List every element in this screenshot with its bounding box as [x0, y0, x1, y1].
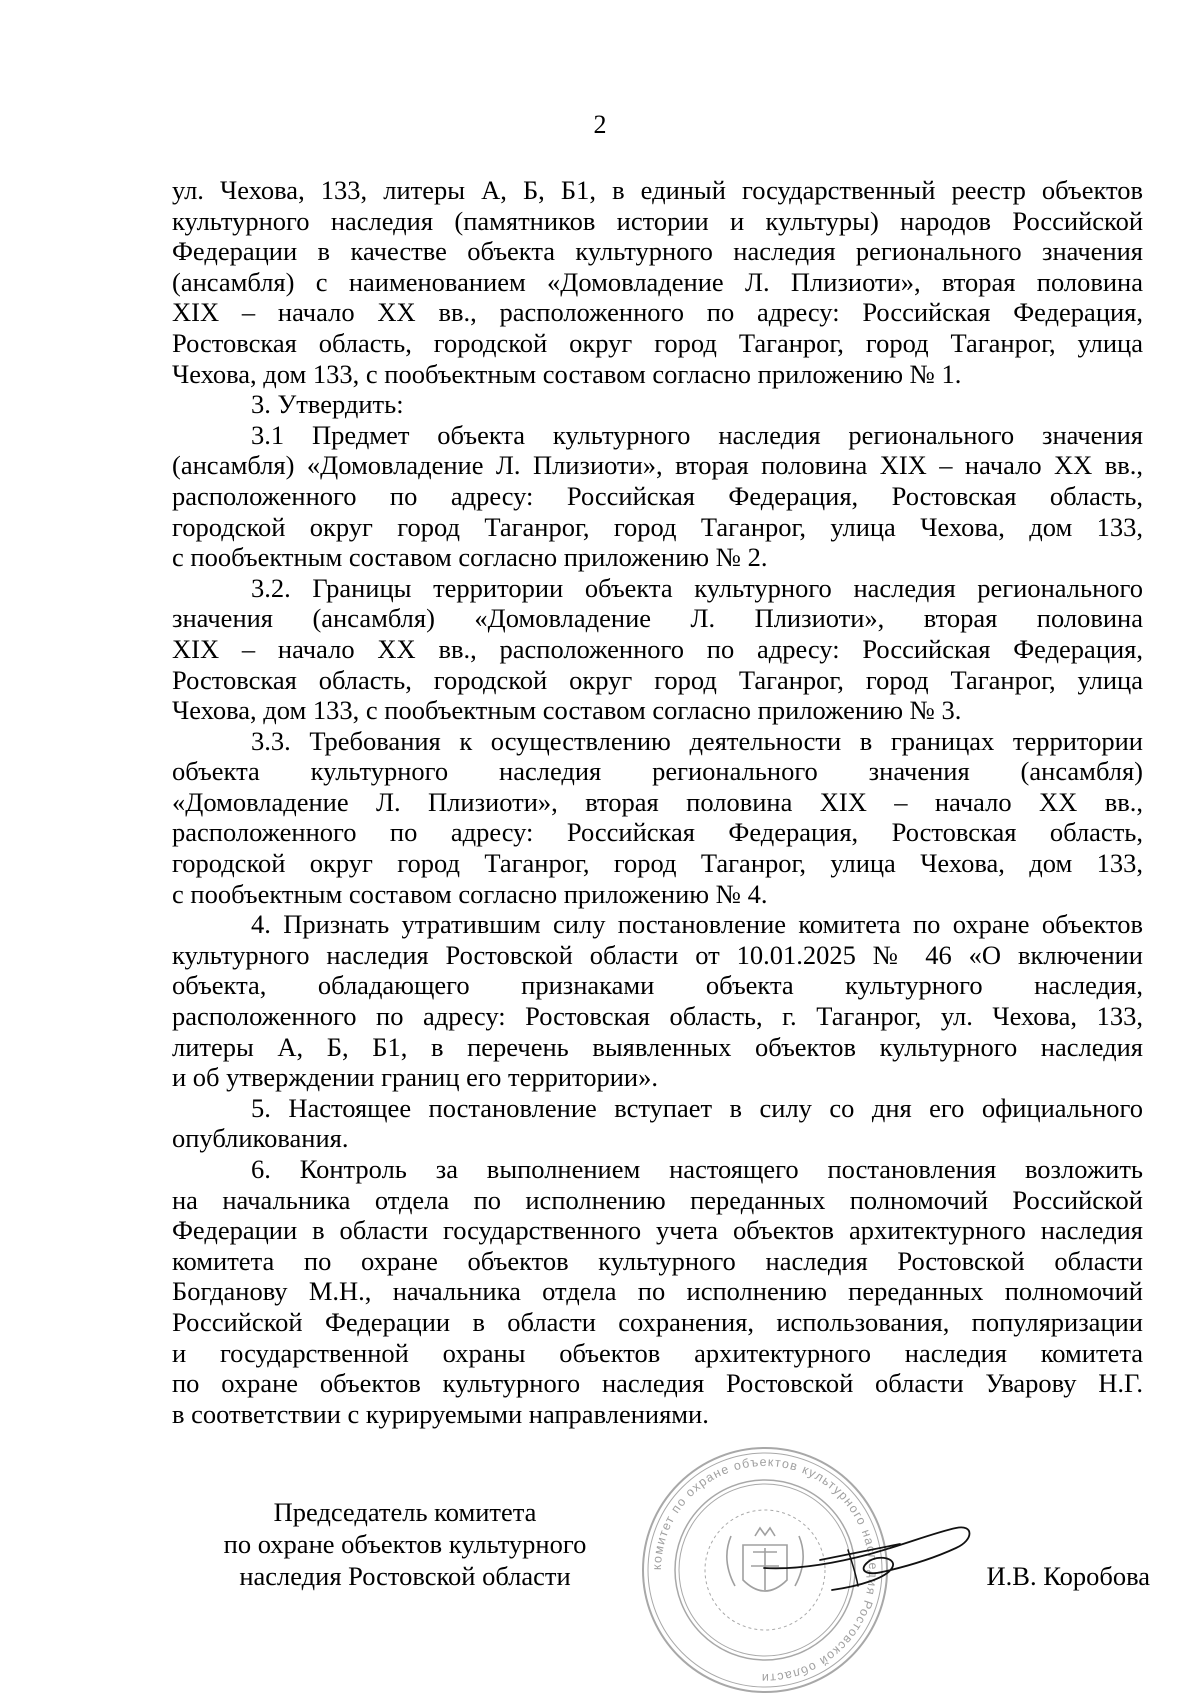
text-line: 3.3. Требования к осуществлению деятельности в границах территории	[251, 725, 1143, 756]
text-line: 6. Контроль за выполнением настоящего постановления возложить	[251, 1154, 1143, 1184]
text-line: и об утверждении границ его территории».	[172, 1062, 658, 1093]
text-line: ул. Чехова, 133, литеры А, Б, Б1, в единый государственный реестр объектов	[172, 175, 1143, 205]
text-line: комитета по охране объектов культурного наследия Ростовской области	[172, 1245, 1143, 1276]
text-line: по охране объектов культурного наследия Ростовской области Уварову Н.Г.	[172, 1368, 1143, 1399]
text-line: (ансамбля) с наименованием «Домовладение Л. Плизиоти», вторая половина	[172, 266, 1143, 297]
text-line: XIX – начало XX вв., расположенного по адресу: Российская Федерация,	[172, 297, 1143, 328]
signatory-title-line: наследия Ростовской области	[239, 1561, 571, 1591]
text-line: (ансамбля) «Домовладение Л. Плизиоти», вторая половина XIX – начало XX вв.,	[172, 450, 1143, 481]
text-line: городской округ город Таганрог, город Таганрог, улица Чехова, дом 133,	[172, 511, 1143, 542]
text-line: в соответствии с курируемыми направлениями.	[172, 1398, 709, 1429]
text-line: объекта, обладающего признаками объекта культурного наследия,	[172, 970, 1143, 1001]
text-line: с пообъектным составом согласно приложению № 2.	[172, 542, 768, 573]
text-line: литеры А, Б, Б1, в перечень выявленных объектов культурного наследия	[172, 1031, 1143, 1062]
text-line: культурного наследия (памятников истории и культуры) народов Российской	[172, 205, 1143, 236]
text-line: и государственной охраны объектов архитектурного наследия комитета	[172, 1337, 1143, 1368]
signatory-title-line: Председатель комитета	[273, 1497, 537, 1527]
text-line: Российской Федерации в области сохранения, использования, популяризации	[172, 1306, 1143, 1337]
text-line: Чехова, дом 133, с пообъектным составом согласно приложению № 3.	[172, 695, 962, 726]
signatory-title-line: по охране объектов культурного	[223, 1529, 587, 1559]
text-line: Ростовская область, городской округ город Таганрог, город Таганрог, улица	[172, 327, 1143, 358]
text-line: расположенного по адресу: Ростовская область, г. Таганрог, ул. Чехова, 133,	[172, 1001, 1143, 1032]
text-line: Чехова, дом 133, с пообъектным составом согласно приложению № 1.	[172, 358, 962, 389]
text-line: культурного наследия Ростовской области от 10.01.2025 № 46 «О включении	[172, 939, 1143, 970]
text-line: XIX – начало XX вв., расположенного по адресу: Российская Федерация,	[172, 633, 1143, 664]
text-line: городской округ город Таганрог, город Таганрог, улица Чехова, дом 133,	[172, 848, 1143, 879]
text-line: Богданову М.Н., начальника отдела по исполнению переданных полномочий	[172, 1276, 1143, 1307]
text-line: 3.1 Предмет объекта культурного наследия регионального значения	[251, 419, 1143, 450]
page-number: 2	[593, 110, 607, 139]
text-line: Федерации в качестве объекта культурного наследия регионального значения	[172, 236, 1143, 267]
text-line: объекта культурного наследия регионального значения (ансамбля)	[172, 756, 1143, 787]
text-line: 4. Признать утратившим силу постановление комитета по охране объектов	[251, 909, 1143, 940]
document-body	[172, 175, 1143, 1429]
text-line: расположенного по адресу: Российская Федерация, Ростовская область,	[172, 817, 1143, 848]
text-line: с пообъектным составом согласно приложению № 4.	[172, 878, 768, 909]
text-line: расположенного по адресу: Российская Федерация, Ростовская область,	[172, 480, 1143, 511]
signatory-title	[190, 1496, 620, 1592]
text-line: Федерации в области государственного учета объектов архитектурного наследия	[172, 1215, 1143, 1246]
text-line: 5. Настоящее постановление вступает в силу со дня его официального	[251, 1092, 1143, 1123]
seal-ring-text: комитет по охране объектов культурного наследия Ростовской области	[649, 1454, 881, 1686]
text-line: «Домовладение Л. Плизиоти», вторая половина XIX – начало XX вв.,	[172, 786, 1143, 817]
text-line: значения (ансамбля) «Домовладение Л. Плизиоти», вторая половина	[172, 603, 1143, 634]
text-line: 3.2. Границы территории объекта культурного наследия регионального	[251, 572, 1143, 603]
text-line: Ростовская область, городской округ город Таганрог, город Таганрог, улица	[172, 664, 1143, 695]
text-line: 3. Утвердить:	[251, 389, 404, 420]
signatory-name: И.В. Коробова	[986, 1561, 1150, 1591]
text-line: опубликования.	[172, 1123, 349, 1154]
text-line: на начальника отдела по исполнению переданных полномочий Российской	[172, 1184, 1143, 1215]
